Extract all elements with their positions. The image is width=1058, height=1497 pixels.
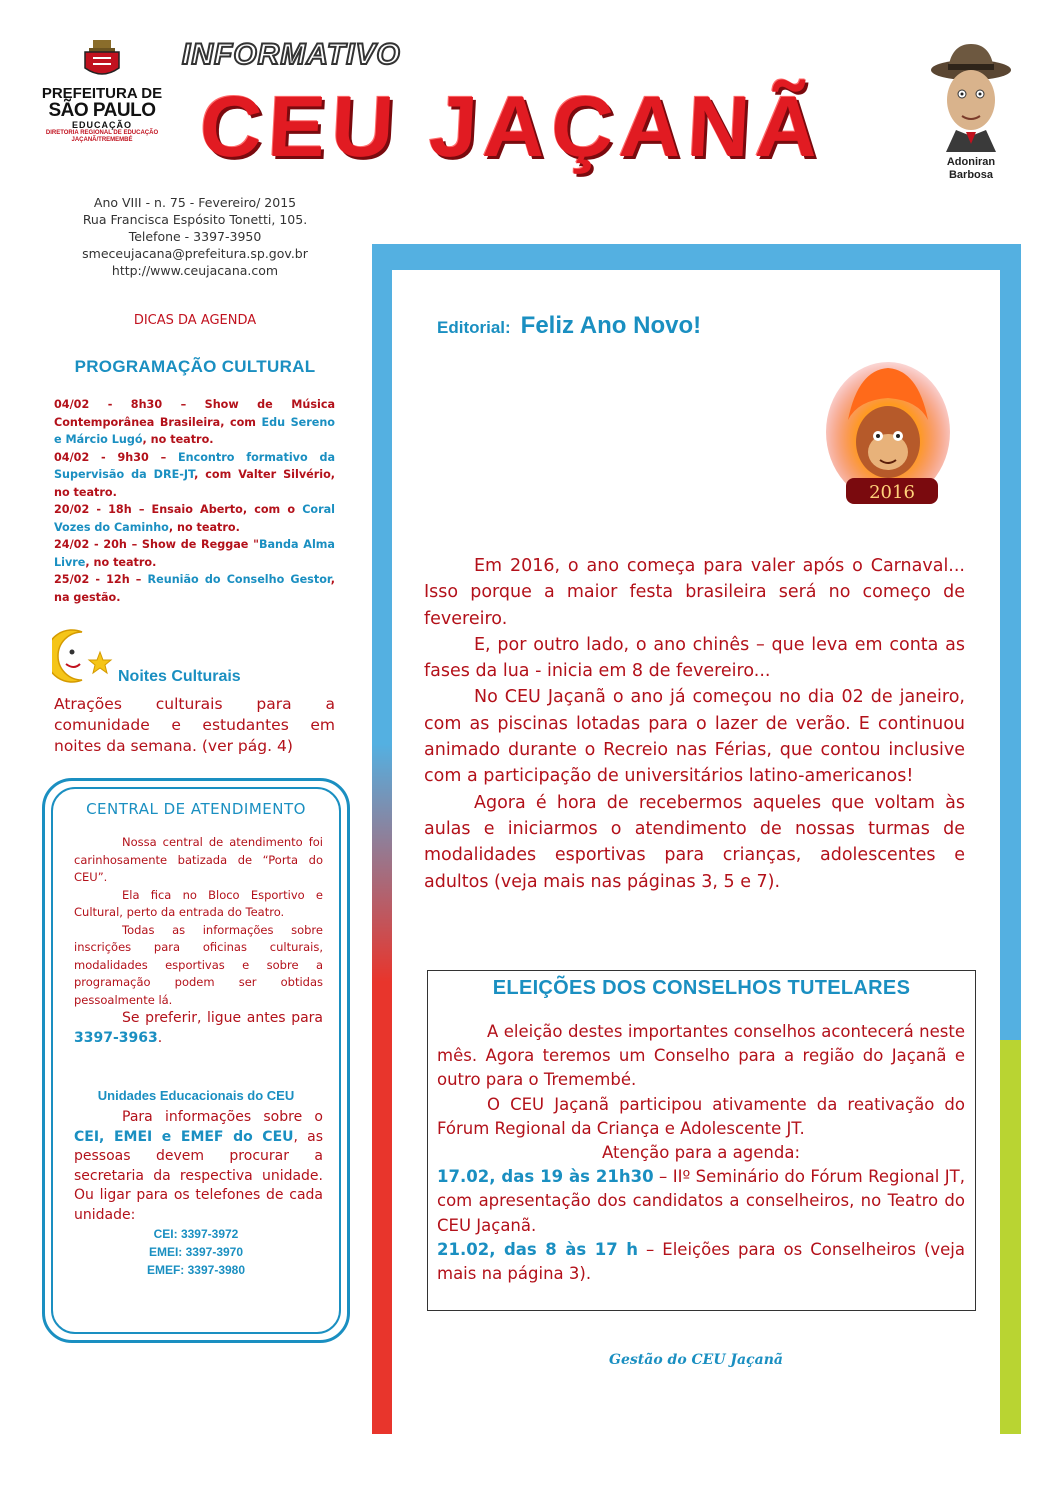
editorial-headline: Feliz Ano Novo! — [520, 312, 702, 339]
eleicoes-body — [437, 1020, 965, 1286]
central-body — [74, 834, 323, 1048]
units-highlight: CEI, EMEI e EMEF do CEU — [74, 1128, 294, 1145]
agenda-item-text: 25/02 - 12h – — [54, 573, 148, 586]
agenda-item-highlight: Coral Vozes do Caminho — [54, 503, 335, 534]
central-paragraph: Ela fica no Bloco Esportivo e Cultural, perto da entrada do Teatro. — [74, 887, 323, 919]
agenda-item — [54, 396, 335, 449]
central-call-text: Se preferir, ligue antes para — [122, 1010, 323, 1026]
website-link[interactable]: http://www.ceujacana.com — [111, 263, 279, 278]
programacao-title: PROGRAMAÇÃO CULTURAL — [74, 357, 316, 376]
tips-title: DICAS DA AGENDA — [133, 313, 257, 328]
units-paragraph — [74, 1108, 323, 1225]
agenda-item-text: , no teatro. — [142, 433, 214, 446]
masthead-informativo: INFORMATIVO — [182, 38, 401, 71]
masthead-title: CEU JAÇANÃ — [197, 79, 827, 175]
agenda-item — [54, 449, 335, 502]
programacao-list — [54, 396, 335, 606]
units-text: , as pessoas devem procurar a secretaria da respectiva unidade. Ou ligar para os telefones de cada unidade: — [74, 1128, 323, 1223]
fire-monkey-icon — [818, 360, 964, 520]
eleicoes-title: ELEIÇÕES DOS CONSELHOS TUTELARES — [492, 977, 911, 999]
logo-line-2: SÃO PAULO — [48, 100, 156, 121]
agenda-item-highlight: Encontro formativo da Supervisão da DRE-JT — [54, 450, 335, 481]
phone-emef[interactable]: EMEF: 3397-3980 — [146, 1263, 246, 1277]
units-text: Para informações sobre o — [122, 1109, 323, 1125]
eleicoes-attention: Atenção para a agenda: — [601, 1143, 801, 1163]
agenda-item-text: 04/02 - 9h30 – — [54, 450, 178, 464]
editorial-label: Editorial: — [437, 318, 511, 337]
eleicoes-date: 17.02, das 19 às 21h30 — [437, 1167, 654, 1187]
portrait-caption-2: Barbosa — [948, 169, 994, 181]
units-phones — [44, 1225, 348, 1279]
eleicoes-date-item — [437, 1165, 965, 1238]
central-paragraph: Nossa central de atendimento foi carinhosamente batizada de “Porta do CEU”. — [74, 835, 323, 884]
address-line: Rua Francisca Espósito Tonetti, 105. — [82, 212, 308, 227]
eleicoes-date-item — [437, 1238, 965, 1286]
panel-frame-green — [1000, 1040, 1021, 1434]
agenda-item-highlight: Edu Sereno e Márcio Lugó — [54, 415, 335, 446]
agenda-item-text: 20/02 - 18h – Ensaio Aberto, com o — [54, 503, 303, 516]
agenda-item-text: 04/02 - 8h30 – Show de Música Contemporânea Brasileira, com — [54, 398, 335, 429]
central-call-end: . — [157, 1029, 163, 1046]
editorial-paragraph: E, por outro lado, o ano chinês – que leva em conta as fases da lua - inicia em 8 de fevereiro... — [424, 634, 965, 682]
logo-line-4: DIRETORIA REGIONAL DE EDUCAÇÃO — [45, 130, 159, 136]
issue-line: Ano VIII - n. 75 - Fevereiro/ 2015 — [93, 195, 297, 210]
eleicoes-date-text: – Eleições para os Conselheiros (veja mais na página 3). — [437, 1239, 965, 1284]
central-paragraph: Todas as informações sobre inscrições para oficinas culturais, modalidades esportivas e sobre a programação podem ser obtidas pessoalmente lá. — [74, 922, 323, 1007]
eleicoes-paragraph: A eleição destes importantes conselhos acontecerá neste mês. Agora teremos um Conselho para a região do Jaçanã e outro para o Tremembé. — [437, 1022, 965, 1090]
logo-line-3: EDUCAÇÃO — [71, 120, 132, 130]
portrait-caption-1: Adoniran — [946, 156, 996, 168]
signature: Gestão do CEU Jaçanã — [609, 1352, 783, 1368]
publication-info — [30, 194, 360, 279]
eleicoes-date: 21.02, das 8 às 17 h — [437, 1239, 638, 1259]
eleicoes-date-text: – IIº Seminário do Fórum Regional JT, com apresentação dos candidatos a conselheiros, no Teatro do CEU Jaçanã. — [437, 1167, 965, 1235]
eleicoes-paragraph: O CEU Jaçanã participou ativamente da reativação do Fórum Regional da Criança e Adolescente JT. — [437, 1094, 965, 1138]
agenda-item-text: 24/02 - 20h – Show de Reggae " — [54, 538, 259, 551]
agenda-item-text: , na gestão. — [54, 573, 335, 604]
central-title: CENTRAL DE ATENDIMENTO — [86, 800, 306, 818]
agenda-item — [54, 571, 335, 606]
editorial-paragraph: No CEU Jaçanã o ano já começou no dia 02 de janeiro, com as piscinas lotadas para o lazer de verão. E continuou animado durante o Recreio nas Férias, que contou inclusive com a participação de universitários latino-americanos! — [424, 687, 965, 787]
logo-line-5: JAÇANÃ/TREMEMBÉ — [71, 137, 133, 143]
agenda-item — [54, 536, 335, 571]
agenda-item-highlight: Reunião do Conselho Gestor — [147, 573, 331, 586]
editorial-body — [424, 553, 965, 895]
central-paragraph — [74, 1009, 323, 1048]
phone-emei[interactable]: EMEI: 3397-3970 — [148, 1245, 244, 1259]
noites-culturais-title: Noites Culturais — [118, 668, 241, 685]
agenda-item — [54, 501, 335, 536]
city-crest-icon — [79, 40, 125, 80]
portrait-illustration-icon — [926, 40, 1016, 152]
agenda-item-text: , no teatro. — [168, 520, 240, 534]
phone-cei[interactable]: CEI: 3397-3972 — [153, 1227, 239, 1241]
units-body — [74, 1108, 323, 1225]
moon-icon — [52, 628, 114, 684]
central-phone[interactable]: 3397-3963 — [74, 1029, 158, 1046]
editorial-heading — [437, 312, 701, 340]
editorial-paragraph: Agora é hora de recebermos aqueles que voltam às aulas e iniciarmos o atendimento de nossas turmas de modalidades esportivas para crianças, adolescentes e adultos (veja mais nas páginas 3, 5 e 7). — [424, 792, 965, 892]
agenda-item-highlight: Banda Alma Livre — [54, 538, 335, 569]
units-title: Unidades Educacionais do CEU — [97, 1088, 295, 1103]
agenda-item-text: , com Valter Silvério, no teatro. — [54, 468, 336, 499]
prefeitura-logo — [22, 40, 182, 155]
phone-line: Telefone - 3397-3950 — [128, 229, 262, 244]
logo-line-1: PREFEITURA DE — [41, 85, 163, 102]
adoniran-portrait — [926, 40, 1016, 180]
agenda-item-text: , no teatro. — [85, 555, 157, 569]
email-link[interactable]: smeceujacana@prefeitura.sp.gov.br — [82, 246, 308, 261]
panel-frame-red — [372, 244, 392, 1434]
editorial-paragraph: Em 2016, o ano começa para valer após o Carnaval... Isso porque a maior festa brasileira será no começo de fevereiro. — [424, 556, 965, 629]
year-badge-text: 2016 — [869, 482, 915, 503]
noites-culturais-text: Atrações culturais para a comunidade e estudantes em noites da semana. (ver pág. 4) — [54, 695, 335, 755]
